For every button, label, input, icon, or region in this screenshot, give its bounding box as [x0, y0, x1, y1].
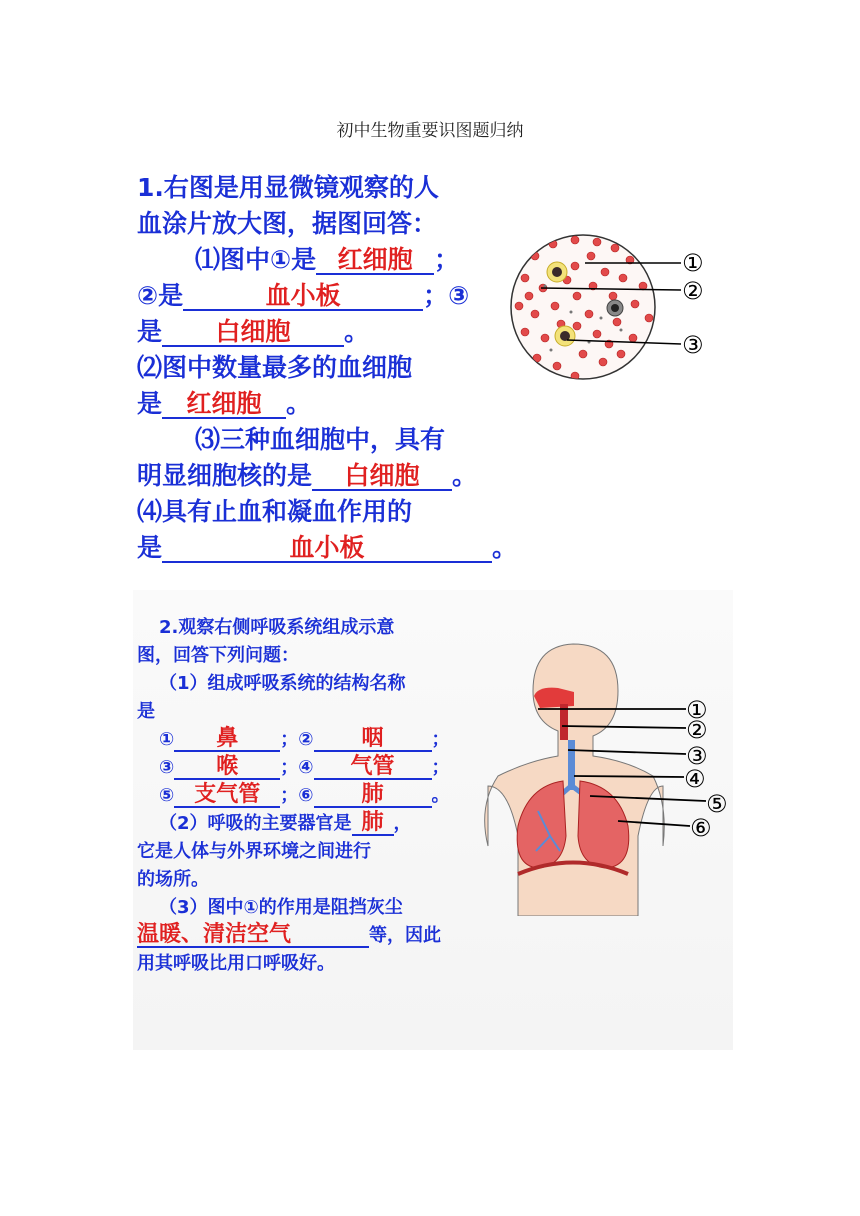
answer-blank-3: 白细胞 — [162, 319, 344, 347]
q1-part1-suffix: ； — [434, 245, 460, 274]
answer-blank-5: 白细胞 — [312, 463, 452, 491]
answer-blank-6: 血小板 — [162, 535, 492, 563]
label-1: ① — [682, 249, 704, 277]
page-title: 初中生物重要识图题归纳 — [336, 121, 524, 141]
q2-part3-line3: 用其呼吸比用口呼吸好。 — [137, 953, 335, 974]
end-2: ； — [431, 729, 450, 750]
num-6: ⑥ — [298, 785, 314, 806]
num-3: ③ — [159, 757, 175, 778]
answer-nose: 鼻 — [174, 728, 280, 752]
answer-pharynx: 咽 — [314, 728, 432, 752]
q2-part3-line1: （3）图中①的作用是阻挡灰尘 — [159, 897, 403, 918]
q1-stem-line2: 血涂片放大图，据图回答： — [137, 209, 438, 238]
q2-part1-line1: （1）组成呼吸系统的结构名称 — [159, 673, 406, 694]
resp-label-5: ⑤ — [706, 790, 728, 818]
q1-part4-suffix: 。 — [492, 533, 518, 562]
q1-stem-line1: 1.右图是用显微镜观察的人 — [137, 173, 439, 202]
resp-label-2: ② — [686, 716, 708, 744]
q1-part1-prefix: ⑴图中①是 — [195, 245, 317, 274]
q1-part1b-mid: ；③ — [423, 281, 470, 310]
q1-part3-line2 — [137, 458, 517, 494]
q1-part2-line1: ⑵图中数量最多的血细胞 — [137, 353, 413, 382]
q1-part3-line1: ⑶三种血细胞中，具有 — [195, 425, 446, 454]
q2-stem-line2: 图，回答下列问题： — [137, 645, 299, 666]
respiratory-system-figure — [478, 636, 733, 916]
answer-larynx: 喉 — [174, 756, 280, 780]
resp-label-6: ⑥ — [690, 814, 712, 842]
q1-part1-line2 — [137, 278, 517, 314]
answer-blank-4: 红细胞 — [162, 391, 286, 419]
num-2: ② — [298, 729, 314, 750]
resp-label-1: ① — [686, 696, 708, 724]
trachea — [568, 740, 575, 790]
sep-3: ； — [280, 757, 299, 778]
q2-part2-line3: 的场所。 — [137, 869, 209, 890]
resp-label-3: ③ — [686, 742, 708, 770]
q2-part2-line1 — [137, 810, 482, 838]
q1-part1c-suffix: 。 — [344, 317, 370, 346]
q2-answers-row2 — [137, 754, 482, 782]
question-1 — [137, 170, 517, 566]
sep-1: ； — [280, 729, 299, 750]
q2-part2-suffix: ， — [393, 813, 412, 834]
q2-part2-line2: 它是人体与外界环境之间进行 — [137, 841, 371, 862]
q2-part3-line2 — [137, 922, 482, 950]
q1-part4-line2 — [137, 530, 517, 566]
answer-trachea: 气管 — [314, 756, 432, 780]
q2-part3-suffix: 等，因此 — [369, 925, 441, 946]
q1-part4-prefix: 是 — [137, 533, 163, 562]
question-2 — [137, 614, 482, 978]
end-4: ； — [431, 757, 450, 778]
num-5: ⑤ — [159, 785, 175, 806]
answer-bronchus: 支气管 — [174, 784, 280, 808]
q2-part2-prefix: （2）呼吸的主要器官是 — [159, 813, 352, 834]
q1-part1-line — [137, 242, 517, 278]
q1-part3-prefix: 明显细胞核的是 — [137, 461, 313, 490]
q1-part2-suffix: 。 — [286, 389, 312, 418]
answer-blank-2: 血小板 — [183, 283, 423, 311]
q2-part1-line2: 是 — [137, 701, 155, 722]
num-1: ① — [159, 729, 175, 750]
q1-part2-prefix: 是 — [137, 389, 163, 418]
label-2: ② — [682, 277, 704, 305]
q1-part1c-prefix: 是 — [137, 317, 163, 346]
q1-part3-suffix: 。 — [452, 461, 478, 490]
end-6: 。 — [431, 785, 450, 806]
label-3: ③ — [682, 331, 704, 359]
num-4: ④ — [298, 757, 314, 778]
answer-blank-1: 红细胞 — [316, 247, 434, 275]
blood-smear-figure — [505, 226, 720, 391]
resp-label-4: ④ — [684, 765, 706, 793]
q2-stem-line1: 2.观察右侧呼吸系统组成示意 — [159, 617, 395, 638]
q1-part4-line1: ⑷具有止血和凝血作用的 — [137, 497, 413, 526]
answer-nose-function: 温暖、清洁空气 — [137, 924, 369, 948]
answer-main-organ: 肺 — [352, 812, 394, 836]
q2-answers-row3 — [137, 782, 482, 810]
q1-part1-line3 — [137, 314, 517, 350]
q2-answers-row1 — [137, 726, 482, 754]
q1-part1b-prefix: ②是 — [137, 281, 184, 310]
sep-5: ； — [280, 785, 299, 806]
q1-part2-line2 — [137, 386, 517, 422]
answer-lung: 肺 — [314, 784, 432, 808]
